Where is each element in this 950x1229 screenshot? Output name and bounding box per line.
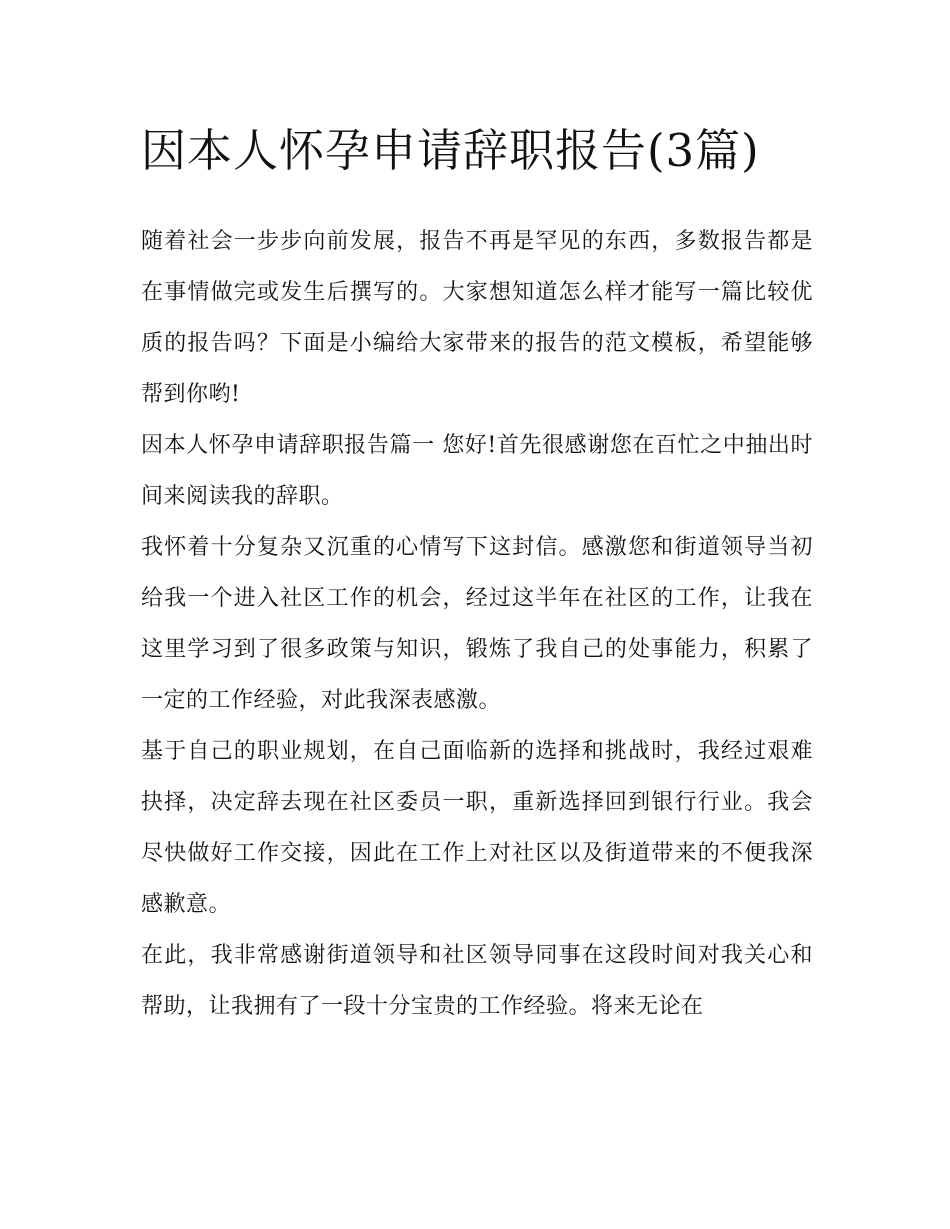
document-title: 因本人怀孕申请辞职报告(3篇) [141, 124, 760, 177]
body-paragraph: 基于自己的职业规划，在自己面临新的选择和挑战时，我经过艰难抉择，决定辞去现在社区委员一职，重新选择回到银行行业。我会尽快做好工作交接，因此在工作上对社区以及街道带来的不便我深感歉意。 [141, 739, 813, 917]
body-paragraph: 因本人怀孕申请辞职报告篇一 您好!首先很感谢您在百忙之中抽出时间来阅读我的辞职。 [141, 433, 813, 509]
body-paragraph: 在此，我非常感谢街道领导和社区领导同事在这段时间对我关心和帮助，让我拥有了一段十分宝贵的工作经验。将来无论在 [141, 943, 813, 1019]
body-paragraph: 我怀着十分复杂又沉重的心情写下这封信。感激您和街道领导当初给我一个进入社区工作的机会，经过这半年在社区的工作，让我在这里学习到了很多政策与知识，锻炼了我自己的处事能力，积累了一定的工作经验，对此我深表感激。 [141, 535, 813, 713]
intro-paragraph: 随着社会一步步向前发展，报告不再是罕见的东西，多数报告都是在事情做完或发生后撰写的。大家想知道怎么样才能写一篇比较优质的报告吗？下面是小编给大家带来的报告的范文模板，希望能够帮到你哟! [141, 229, 813, 407]
document-page [141, 112, 813, 1032]
